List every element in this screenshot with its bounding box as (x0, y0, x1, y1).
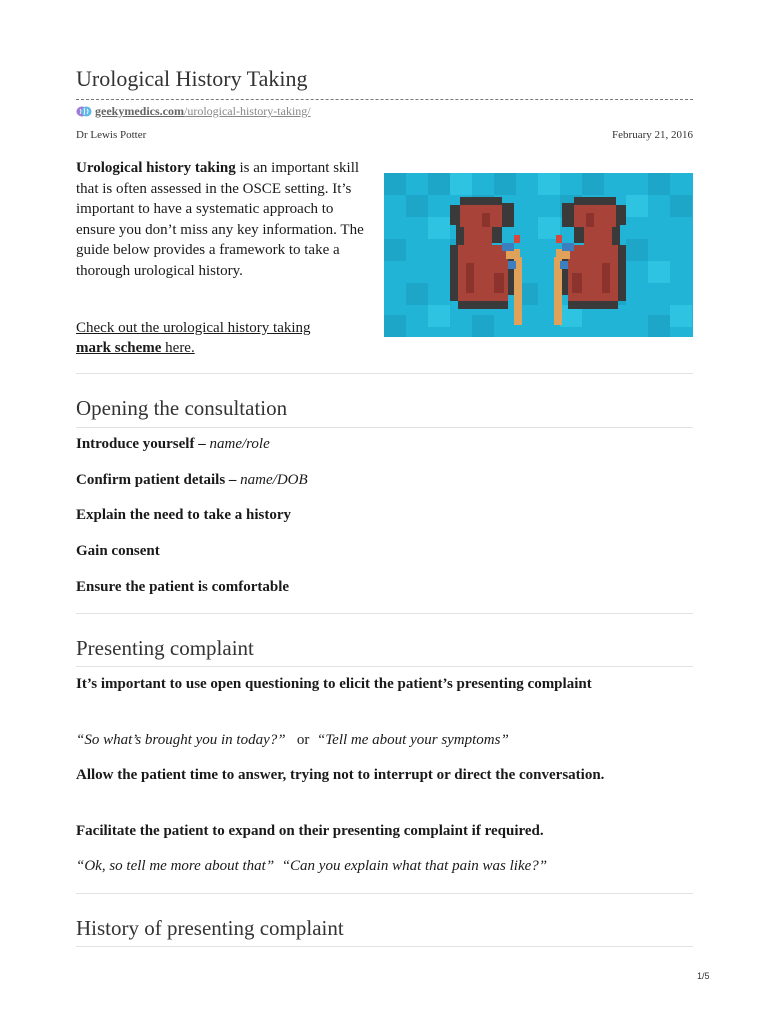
section-heading-presenting: Presenting complaint (76, 636, 254, 660)
heading-divider (76, 427, 693, 428)
example-questions (76, 730, 693, 750)
quote-italic: “Ok, so tell me more about that” (76, 858, 275, 874)
page-title: Urological History Taking (76, 66, 308, 91)
kidney-illustration (384, 173, 693, 337)
paragraph-bold: Allow the patient time to answer, trying not to interrupt or direct the conversation. (76, 767, 605, 783)
presenting-paragraph (76, 765, 693, 785)
opening-item (76, 470, 693, 490)
section-heading-opening: Opening the consultation (76, 396, 288, 420)
link-text-bold[interactable]: mark scheme (76, 340, 162, 356)
quote-italic: “So what’s brought you in today?” (76, 732, 286, 748)
section-heading-hpc: History of presenting complaint (76, 916, 344, 940)
title-divider (76, 99, 693, 100)
item-bold: Explain the need to take a history (76, 507, 292, 523)
mark-scheme-link[interactable] (76, 318, 326, 358)
section-divider (76, 373, 693, 374)
item-bold: Ensure the patient is comfortable (76, 579, 290, 595)
item-italic: name/role (209, 436, 270, 452)
heading-divider (76, 946, 693, 947)
item-bold: Introduce yourself – (76, 436, 210, 452)
opening-item (76, 434, 693, 454)
source-domain[interactable]: geekymedics.com (95, 104, 184, 118)
quote-separator: or (296, 732, 310, 748)
section-divider (76, 893, 693, 894)
quote-italic: “Tell me about your symptoms” (316, 732, 509, 748)
author: Dr Lewis Potter (76, 129, 147, 141)
intro-text: is an important skill that is often assessed in the OSCE setting. It’s important to have a systematic approach to ensure you don’t miss any key information. The guide below provides a framework to take a thorough urological history. (76, 160, 364, 279)
item-bold: Confirm patient details – (76, 472, 241, 488)
heading-divider (76, 666, 693, 667)
source-link[interactable] (76, 104, 311, 119)
presenting-paragraph (76, 674, 693, 694)
page-number: 1/5 (697, 971, 710, 981)
presenting-paragraph (76, 821, 693, 841)
opening-item (76, 541, 693, 561)
example-questions (76, 856, 693, 876)
intro-paragraph (76, 158, 366, 282)
section-divider (76, 613, 693, 614)
item-bold: Gain consent (76, 543, 160, 559)
link-text-post[interactable]: here. (161, 340, 195, 356)
quote-italic: “Can you explain what that pain was like?” (281, 858, 548, 874)
opening-item (76, 505, 693, 525)
intro-bold-lead: Urological history taking (76, 160, 236, 176)
publish-date: February 21, 2016 (612, 129, 693, 141)
link-text-pre[interactable]: Check out the urological history taking (76, 320, 311, 336)
item-italic: name/DOB (240, 472, 308, 488)
paragraph-bold: It’s important to use open questioning to elicit the patient’s presenting complaint (76, 676, 592, 692)
source-path[interactable]: /urological-history-taking/ (183, 104, 311, 118)
paragraph-bold: Facilitate the patient to expand on their presenting complaint if required. (76, 823, 544, 839)
opening-item (76, 577, 693, 597)
brain-logo-icon (76, 105, 92, 118)
